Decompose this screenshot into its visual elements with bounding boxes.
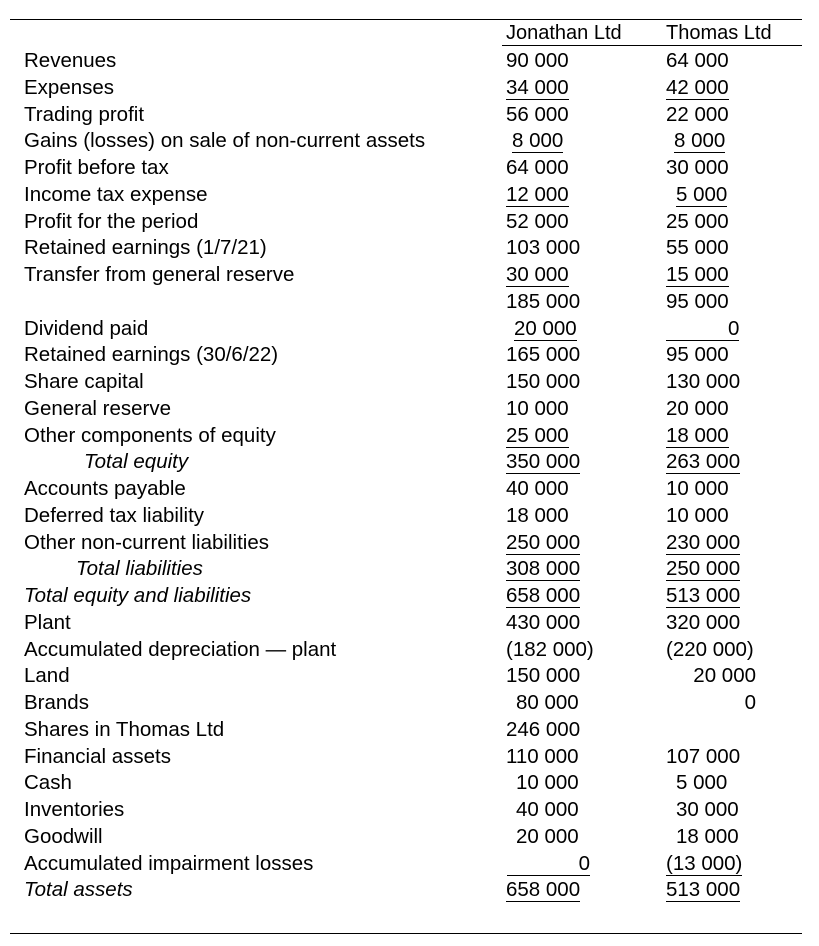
jonathan-value: 20 000 <box>516 824 579 848</box>
thomas-value: 30 000 <box>666 156 729 179</box>
table-row <box>0 48 819 75</box>
row-label: Trading profit <box>24 102 145 126</box>
row-label: Deferred tax liability <box>24 503 205 527</box>
row-label: Revenues <box>24 49 117 72</box>
table-row-total <box>0 556 819 583</box>
row-label: Other components of equity <box>24 423 276 447</box>
jonathan-value: 150 000 <box>506 370 581 393</box>
bottom-rule <box>10 933 802 934</box>
row-label: Retained earnings (30/6/22) <box>24 343 279 367</box>
table-row <box>0 262 819 289</box>
table-row <box>0 690 819 717</box>
jonathan-value: 40 000 <box>506 477 569 500</box>
table-row <box>0 289 819 316</box>
table-row <box>0 396 819 423</box>
table-row <box>0 717 819 744</box>
row-label: Dividend paid <box>24 316 149 340</box>
header-rule <box>502 45 802 46</box>
thomas-value: 18 000 <box>676 824 739 848</box>
table-row <box>0 342 819 369</box>
thomas-value: 22 000 <box>666 102 729 126</box>
jonathan-value: 0 <box>507 853 590 876</box>
jonathan-value: 430 000 <box>506 610 581 634</box>
jonathan-value: 308 000 <box>506 557 581 581</box>
thomas-value: 20 000 <box>693 664 756 688</box>
table-row <box>0 235 819 262</box>
row-label: Total equity <box>84 450 189 474</box>
thomas-value: 64 000 <box>666 49 729 72</box>
table-row <box>0 851 819 878</box>
thomas-value: 30 000 <box>676 798 739 821</box>
row-label: Profit for the period <box>24 209 199 233</box>
row-label: Total liabilities <box>76 557 203 581</box>
table-row <box>0 663 819 690</box>
jonathan-value: 246 000 <box>506 717 581 741</box>
row-label: Land <box>24 664 70 688</box>
row-label: Cash <box>24 771 72 795</box>
thomas-value: 95 000 <box>666 289 729 313</box>
thomas-value: 513 000 <box>666 878 741 902</box>
table-row <box>0 182 819 209</box>
jonathan-value: 110 000 <box>506 744 579 768</box>
table-row <box>0 209 819 236</box>
row-label: Other non-current liabilities <box>24 530 269 554</box>
financial-table <box>0 48 819 904</box>
thomas-value: (220 000) <box>666 637 754 661</box>
jonathan-value: 8 000 <box>512 129 564 153</box>
thomas-value: 320 000 <box>666 610 741 634</box>
table-row <box>0 770 819 797</box>
jonathan-value: 18 000 <box>506 503 569 527</box>
jonathan-value: 658 000 <box>506 878 581 902</box>
row-label: Total assets <box>24 878 133 902</box>
thomas-value: 25 000 <box>666 209 729 233</box>
row-label: Plant <box>24 610 71 634</box>
table-row <box>0 102 819 129</box>
table-row <box>0 423 819 450</box>
thomas-value: 95 000 <box>666 343 729 367</box>
thomas-value: 42 000 <box>666 75 729 99</box>
jonathan-value: 80 000 <box>516 691 579 714</box>
row-label: Income tax expense <box>24 182 208 206</box>
jonathan-value: 250 000 <box>506 530 581 554</box>
table-row <box>0 369 819 396</box>
jonathan-value: (182 000) <box>506 637 594 661</box>
row-label: Retained earnings (1/7/21) <box>24 236 267 260</box>
table-row-total <box>0 449 819 476</box>
row-label: Financial assets <box>24 744 171 768</box>
jonathan-value: 350 000 <box>506 450 581 474</box>
thomas-value: 8 000 <box>674 129 726 153</box>
thomas-value: 263 000 <box>666 450 741 474</box>
table-row-total <box>0 877 819 904</box>
thomas-value: 230 000 <box>666 530 741 554</box>
jonathan-value: 25 000 <box>506 423 569 447</box>
row-label: Goodwill <box>24 824 103 848</box>
table-row <box>0 75 819 102</box>
row-label: Shares in Thomas Ltd <box>24 717 225 741</box>
jonathan-value: 64 000 <box>506 156 569 179</box>
column-header-thomas: Thomas Ltd <box>666 22 772 44</box>
thomas-value: 513 000 <box>666 584 741 607</box>
table-row <box>0 637 819 664</box>
jonathan-value: 150 000 <box>506 664 581 688</box>
thomas-value: 15 000 <box>666 263 729 286</box>
row-label: Accumulated impairment losses <box>24 851 314 875</box>
row-label: General reserve <box>24 396 171 420</box>
thomas-value: (13 000) <box>666 851 743 875</box>
table-row <box>0 530 819 557</box>
row-label: Accumulated depreciation — plant <box>24 637 337 661</box>
table-row <box>0 824 819 851</box>
row-label: Accounts payable <box>24 477 186 500</box>
row-label: Share capital <box>24 370 144 393</box>
thomas-value: 5 000 <box>676 182 728 206</box>
jonathan-value: 52 000 <box>506 209 569 233</box>
thomas-value: 18 000 <box>666 423 729 447</box>
jonathan-value: 10 000 <box>506 396 569 420</box>
thomas-value: 0 <box>744 691 756 714</box>
jonathan-value: 34 000 <box>506 75 569 99</box>
table-row <box>0 155 819 182</box>
table-row <box>0 128 819 155</box>
row-label: Total equity and liabilities <box>24 584 252 607</box>
table-row <box>0 797 819 824</box>
jonathan-value: 40 000 <box>516 798 579 821</box>
thomas-value: 250 000 <box>666 557 741 581</box>
column-header-jonathan: Jonathan Ltd <box>506 22 622 44</box>
row-label: Brands <box>24 691 89 714</box>
thomas-value: 10 000 <box>666 477 729 500</box>
thomas-value: 0 <box>666 318 739 341</box>
table-row <box>0 610 819 637</box>
jonathan-value: 103 000 <box>506 236 581 260</box>
table-row <box>0 316 819 343</box>
jonathan-value: 30 000 <box>506 263 569 286</box>
thomas-value: 130 000 <box>666 370 741 393</box>
thomas-value: 55 000 <box>666 236 729 260</box>
thomas-value: 20 000 <box>666 396 729 420</box>
thomas-value: 10 000 <box>666 503 729 527</box>
thomas-value: 107 000 <box>666 744 741 768</box>
jonathan-value: 12 000 <box>506 182 569 206</box>
top-rule <box>10 19 802 20</box>
jonathan-value: 10 000 <box>516 771 579 795</box>
table-row <box>0 744 819 771</box>
jonathan-value: 165 000 <box>506 343 581 367</box>
jonathan-value: 20 000 <box>514 316 577 340</box>
row-label: Inventories <box>24 798 125 821</box>
jonathan-value: 658 000 <box>506 584 581 607</box>
row-label: Transfer from general reserve <box>24 263 295 286</box>
table-row-total <box>0 583 819 610</box>
row-label: Expenses <box>24 75 115 99</box>
jonathan-value: 185 000 <box>506 289 581 313</box>
table-row <box>0 476 819 503</box>
table-row <box>0 503 819 530</box>
jonathan-value: 90 000 <box>506 49 569 72</box>
thomas-value: 5 000 <box>676 771 728 795</box>
row-label: Profit before tax <box>24 156 169 179</box>
jonathan-value: 56 000 <box>506 102 569 126</box>
row-label: Gains (losses) on sale of non-current assets <box>24 129 426 153</box>
